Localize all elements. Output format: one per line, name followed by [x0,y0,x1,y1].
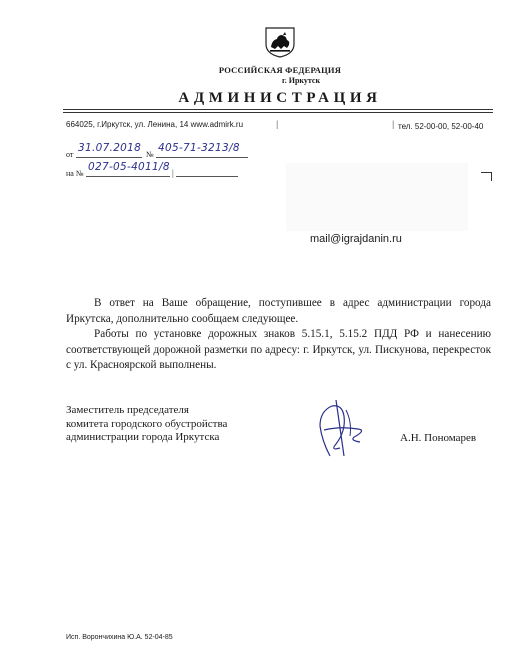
executor-note: Исп. Ворончихина Ю.А. 52-04-85 [66,634,173,641]
city-title: г. Иркутск [282,76,321,85]
number-value: 405-71-3213/8 [158,142,240,154]
incoming-separator: | [172,168,174,178]
body-paragraph: Работы по установке дорожных знаков 5.15.1, 5.15.2 ПДД РФ и нанесению соответствующей дорожной разметки по адресу: г. Иркутск, ул. Пискунова, перекресток с ул. Красноярской выполнены. [66,328,491,372]
country-title: РОССИЙСКАЯ ФЕДЕРАЦИЯ [218,65,342,75]
signatory-title [66,404,227,445]
header-rule [63,112,493,113]
date-value: 31.07.2018 [78,142,142,154]
letter-body [66,296,491,374]
address-bracket-mark: | [276,119,279,129]
handwritten-signature [300,396,380,461]
irkutsk-coat-of-arms-icon [263,26,297,58]
organization-address: 664025, г.Иркутск, ул. Ленина, 14 www.admirk.ru [66,120,244,129]
incoming-label: на № [66,169,84,178]
signatory-line: Заместитель председателя [66,404,189,416]
body-paragraph: В ответ на Ваше обращение, поступившее в адрес администрации города Иркутска, дополнительно сообщаем следующее. [66,297,491,325]
phone-bracket-mark: | [392,119,395,129]
recipient-email: mail@igrajdanin.ru [310,233,402,245]
date-label: от [66,150,74,159]
incoming-underline-extra [176,176,238,177]
incoming-value: 027-05-4011/8 [88,161,170,173]
number-label: № [146,150,154,159]
incoming-underline [86,176,170,177]
number-underline [156,157,248,158]
date-underline [76,157,142,158]
signatory-line: комитета городского обустройства [66,417,228,430]
organization-title: АДМИНИСТРАЦИЯ [178,90,382,106]
redacted-recipient [286,163,468,231]
organization-phone: тел. 52-00-00, 52-00-40 [398,122,484,131]
signatory-name: А.Н. Пономарев [400,432,477,444]
header-rule [63,109,493,110]
recipient-corner-mark [481,172,492,181]
signatory-line: администрации города Иркутска [66,431,220,443]
